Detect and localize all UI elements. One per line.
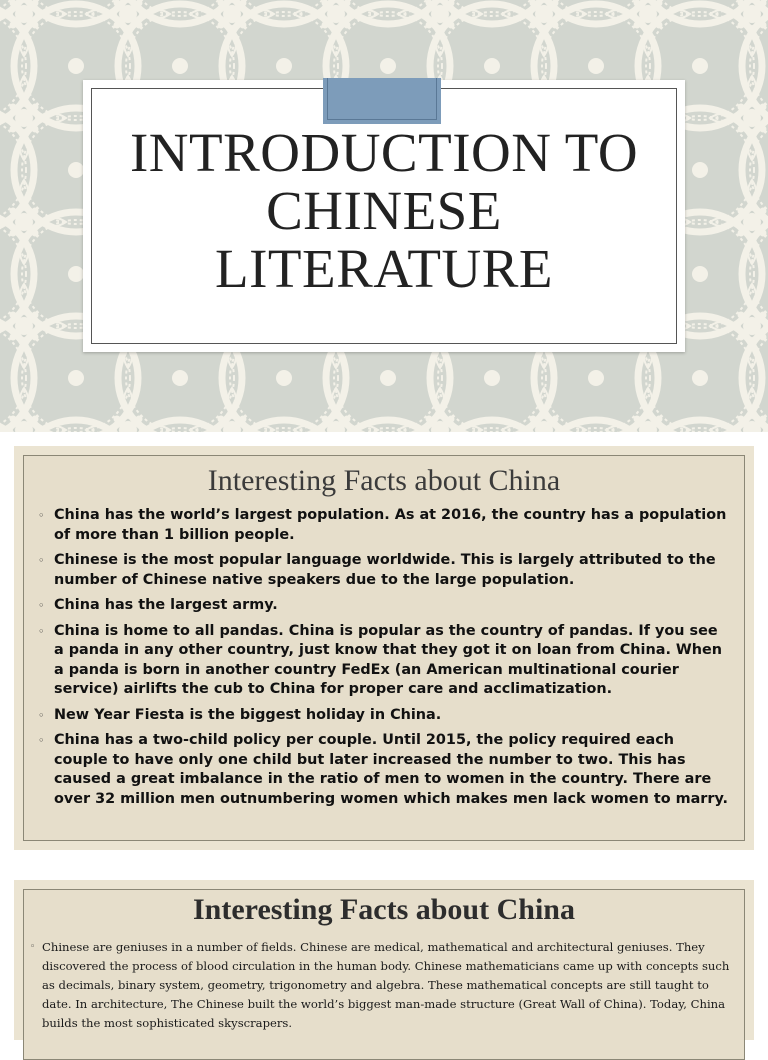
fact-text: China has the world’s largest population. As at 2016, the country has a population of more than 1 billion people. [54, 507, 727, 543]
fact-text: New Year Fiesta is the biggest holiday in China. [54, 706, 442, 723]
blue-tab-accent-border [327, 78, 437, 120]
facts-slide-2-frame [23, 889, 745, 1060]
facts-list [30, 938, 734, 1033]
slide-heading: Interesting Facts about China [193, 893, 575, 926]
bullet-icon: ◦ [38, 554, 45, 567]
slide-title-line: INTRODUCTION TO [129, 122, 639, 183]
bullet-icon: ◦ [30, 942, 36, 952]
facts-list [38, 506, 730, 815]
facts-slide [14, 446, 754, 850]
fact-item [38, 622, 730, 700]
fact-text: China has a two-child policy per couple. Until 2015, the policy required each couple to have only one child but later increased the number to two. This has caused a great imbalance in the ratio of men to women in the country. There are over 32 million men outnumbering women which makes men lack women to marry. [54, 732, 729, 807]
slide-heading: Interesting Facts about China [207, 464, 561, 497]
bullet-icon: ◦ [38, 734, 45, 747]
fact-text: Chinese are geniuses in a number of fields. Chinese are medical, mathematical and architectural geniuses. They discovered the process of blood circulation in the human body. Chinese mathematicians came up with concepts such as decimals, binary system, geometry, trigonometry and algebra. These mathematical concepts are still taught to date. In architecture, The Chinese built the world’s biggest man-made structure (Great Wall of China). Today, China builds the most sophisticated skyscrapers. [42, 940, 730, 1030]
facts-slide-2 [14, 880, 754, 1040]
fact-item [38, 551, 730, 590]
fact-item [38, 506, 730, 545]
fact-item [30, 938, 734, 1033]
fact-item [38, 731, 730, 809]
facts-slide-frame [23, 455, 745, 841]
fact-text: Chinese is the most popular language worldwide. This is largely attributed to the number of Chinese native speakers due to the large population. [54, 552, 716, 588]
fact-item [38, 596, 730, 616]
bullet-icon: ◦ [38, 624, 45, 638]
fact-text: China has the largest army. [54, 597, 278, 613]
title-slide [0, 0, 768, 432]
slide-title [83, 124, 685, 298]
bullet-icon: ◦ [38, 599, 45, 612]
blue-tab-accent [323, 78, 441, 124]
slide-title-line: CHINESE [266, 180, 502, 241]
title-card [83, 80, 685, 352]
fact-item [38, 706, 730, 726]
fact-text: China is home to all pandas. China is popular as the country of pandas. If you see a panda in any other country, just know that they got it on loan from China. When a panda is born in another country FedEx (an American multinational courier service) airlifts the cub to China for proper care and acclimatization. [54, 622, 723, 697]
slide-title-line: LITERATURE [214, 238, 553, 299]
bullet-icon: ◦ [38, 708, 45, 722]
bullet-icon: ◦ [38, 509, 45, 522]
